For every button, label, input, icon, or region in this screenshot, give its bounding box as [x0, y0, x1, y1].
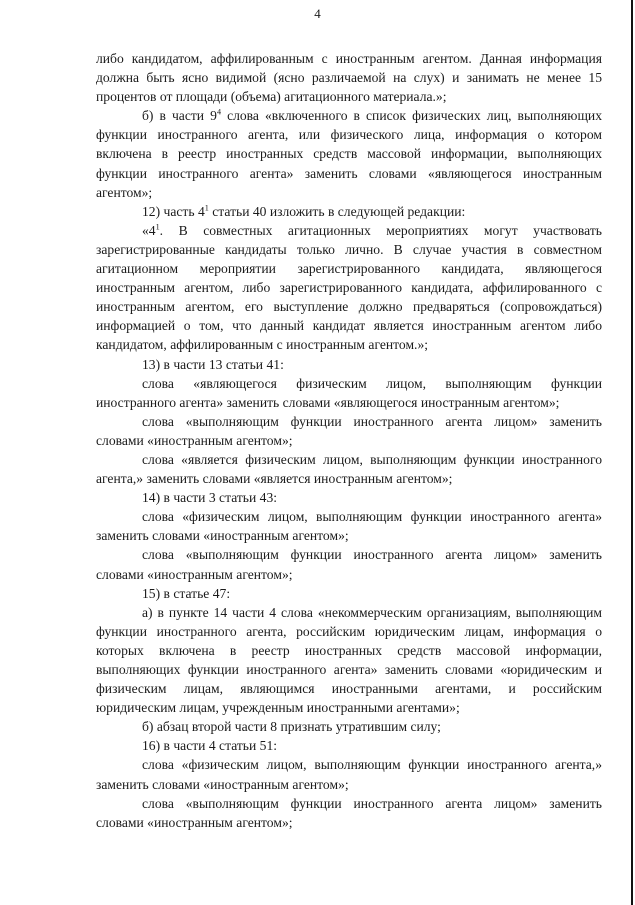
superscript: 1	[204, 203, 209, 213]
paragraph: слова «является физическим лицом, выполняющим функции иностранного агента,» заменить словами «является иностранным агентом»;	[96, 451, 602, 487]
paragraph	[96, 202, 602, 221]
paragraph: 14) в части 3 статьи 43:	[142, 490, 278, 506]
paragraph: 13) в части 13 статьи 41:	[142, 356, 284, 372]
paragraph	[96, 221, 602, 355]
page-number: 4	[314, 6, 321, 21]
paragraph: слова «физическим лицом, выполняющим функции иностранного агента» заменить словами «иностранным агентом»;	[96, 509, 602, 544]
paragraph-text-end: слова «включенного в список физических лиц, выполняющих функции иностранного агента, или физического лица, информация о котором включена в реестр иностранных средств массовой информации, выполняющих функции иностранного агента» заменить словами «являющегося иностранным агентом»;	[96, 108, 602, 200]
paragraph: 15) в статье 47:	[142, 585, 231, 601]
paragraph: слова «являющегося физическим лицом, выполняющим функции иностранного агента» заменить словами «являющегося иностранным агентом»;	[96, 375, 602, 410]
paragraph-text-end: . В совместных агитационных мероприятиях могут участвовать зарегистрированные кандидаты только лично. В случае участия в совместном агитационном мероприятии зарегистрированного кандидата, являющегося иностранным агентом, либо зарегистрированного кандидата, аффилированного с иностранным агентом, его выступление должно предваряться (сопровождаться) информацией о том, что данный кандидат является иностранным агентом либо кандидатом, аффилированным с иностранным агентом.»;	[96, 222, 602, 353]
paragraph: слова «выполняющим функции иностранного агента лицом» заменить словами «иностранным агентом»;	[96, 547, 602, 582]
paragraph-text-end: статьи 40 изложить в следующей редакции:	[208, 203, 466, 219]
document-body	[96, 49, 602, 832]
paragraph: 16) в части 4 статьи 51:	[142, 738, 278, 754]
superscript: 4	[216, 107, 222, 117]
paragraph: слова «выполняющим функции иностранного агента лицом» заменить словами «иностранным агентом»;	[96, 795, 602, 830]
paragraph	[96, 106, 602, 201]
paragraph: либо кандидатом, аффилированным с иностранным агентом. Данная информация должна быть ясно видимой (ясно различаемой на слух) и занимать не менее 15 процентов от площади (объема) агитационного материала.»;	[96, 51, 602, 105]
page-edge-line	[631, 0, 633, 905]
paragraph-text-start: «4	[142, 222, 156, 238]
paragraph: а) в пункте 14 части 4 слова «некоммерческим организациям, выполняющим функции иностранного агента, российским юридическим лицам, информация о которых включена в реестр иностранных средств массовой информации, выполняющих функции иностранного агента» заменить словами «юридическим и физическим лицам, являющимся иностранными агентами, и российским юридическим лицам, учрежденным иностранными агентами»;	[96, 604, 602, 716]
paragraph: слова «выполняющим функции иностранного агента лицом» заменить словами «иностранным агентом»;	[96, 413, 602, 448]
superscript: 1	[155, 222, 160, 232]
paragraph-text-start: б) в части 9	[142, 108, 217, 124]
paragraph: слова «физическим лицом, выполняющим функции иностранного агента,» заменить словами «иностранным агентом»;	[96, 757, 602, 792]
paragraph-text-start: 12) часть 4	[142, 203, 205, 219]
paragraph: б) абзац второй части 8 признать утратившим силу;	[142, 719, 441, 735]
